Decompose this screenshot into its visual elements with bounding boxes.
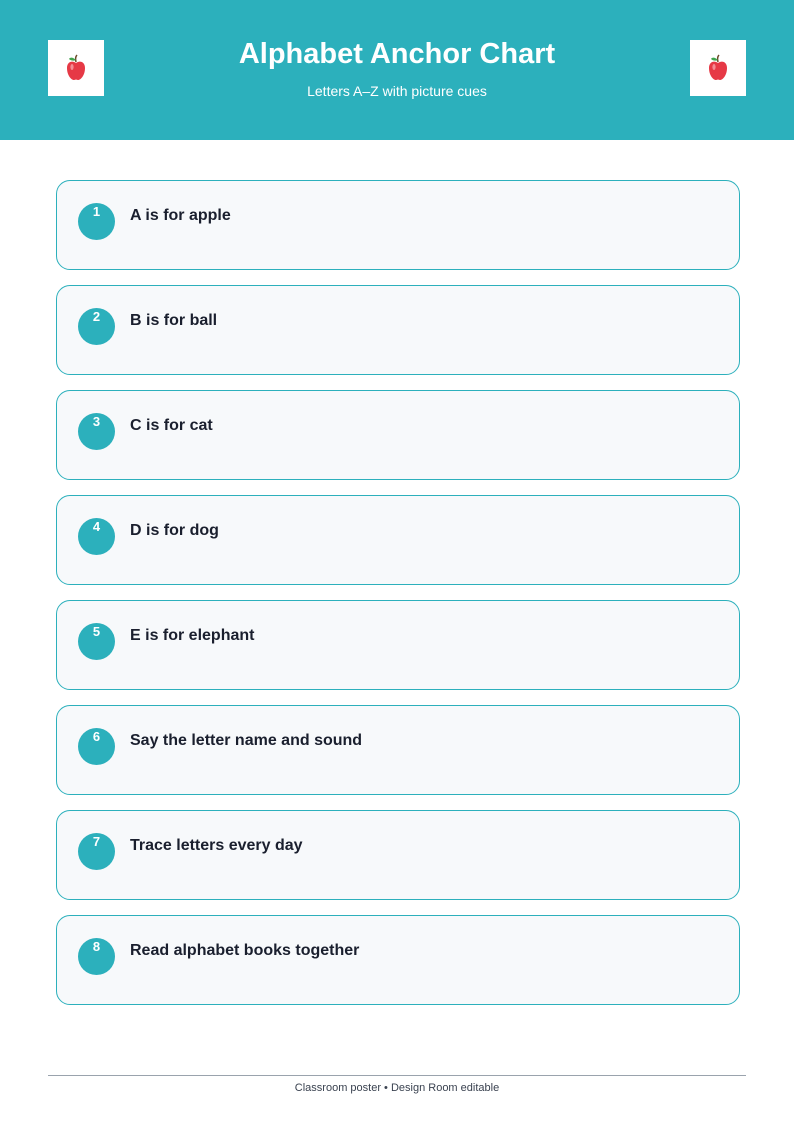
- item-number-badge: 3: [78, 413, 115, 450]
- footer-divider: [48, 1075, 746, 1076]
- item-number-badge: 4: [78, 518, 115, 555]
- list-item: [56, 915, 740, 1005]
- header-banner: [0, 0, 794, 140]
- item-number-badge: 7: [78, 833, 115, 870]
- item-text: C is for cat: [130, 417, 213, 434]
- list-item: [56, 285, 740, 375]
- item-number-badge: 5: [78, 623, 115, 660]
- item-text: Read alphabet books together: [130, 942, 360, 959]
- footer-text: Classroom poster • Design Room editable: [294, 1082, 500, 1094]
- page-subtitle: Letters A–Z with picture cues: [307, 83, 487, 99]
- list-item: [56, 705, 740, 795]
- item-text: Say the letter name and sound: [130, 732, 363, 749]
- list-item: [56, 600, 740, 690]
- list-item: [56, 810, 740, 900]
- list-item: [56, 495, 740, 585]
- item-text: B is for ball: [130, 312, 218, 329]
- apple-icon: [707, 54, 729, 82]
- item-number-badge: 2: [78, 308, 115, 345]
- list-item: [56, 180, 740, 270]
- item-text: A is for apple: [130, 207, 231, 224]
- item-number-badge: 1: [78, 203, 115, 240]
- item-number-badge: 8: [78, 938, 115, 975]
- item-text: E is for elephant: [130, 627, 255, 644]
- anchor-list: [56, 180, 740, 1020]
- item-text: D is for dog: [130, 522, 219, 539]
- list-item: [56, 390, 740, 480]
- item-text: Trace letters every day: [130, 837, 303, 854]
- header-badge-right: [690, 40, 746, 96]
- page-title: Alphabet Anchor Chart: [238, 38, 556, 70]
- item-number-badge: 6: [78, 728, 115, 765]
